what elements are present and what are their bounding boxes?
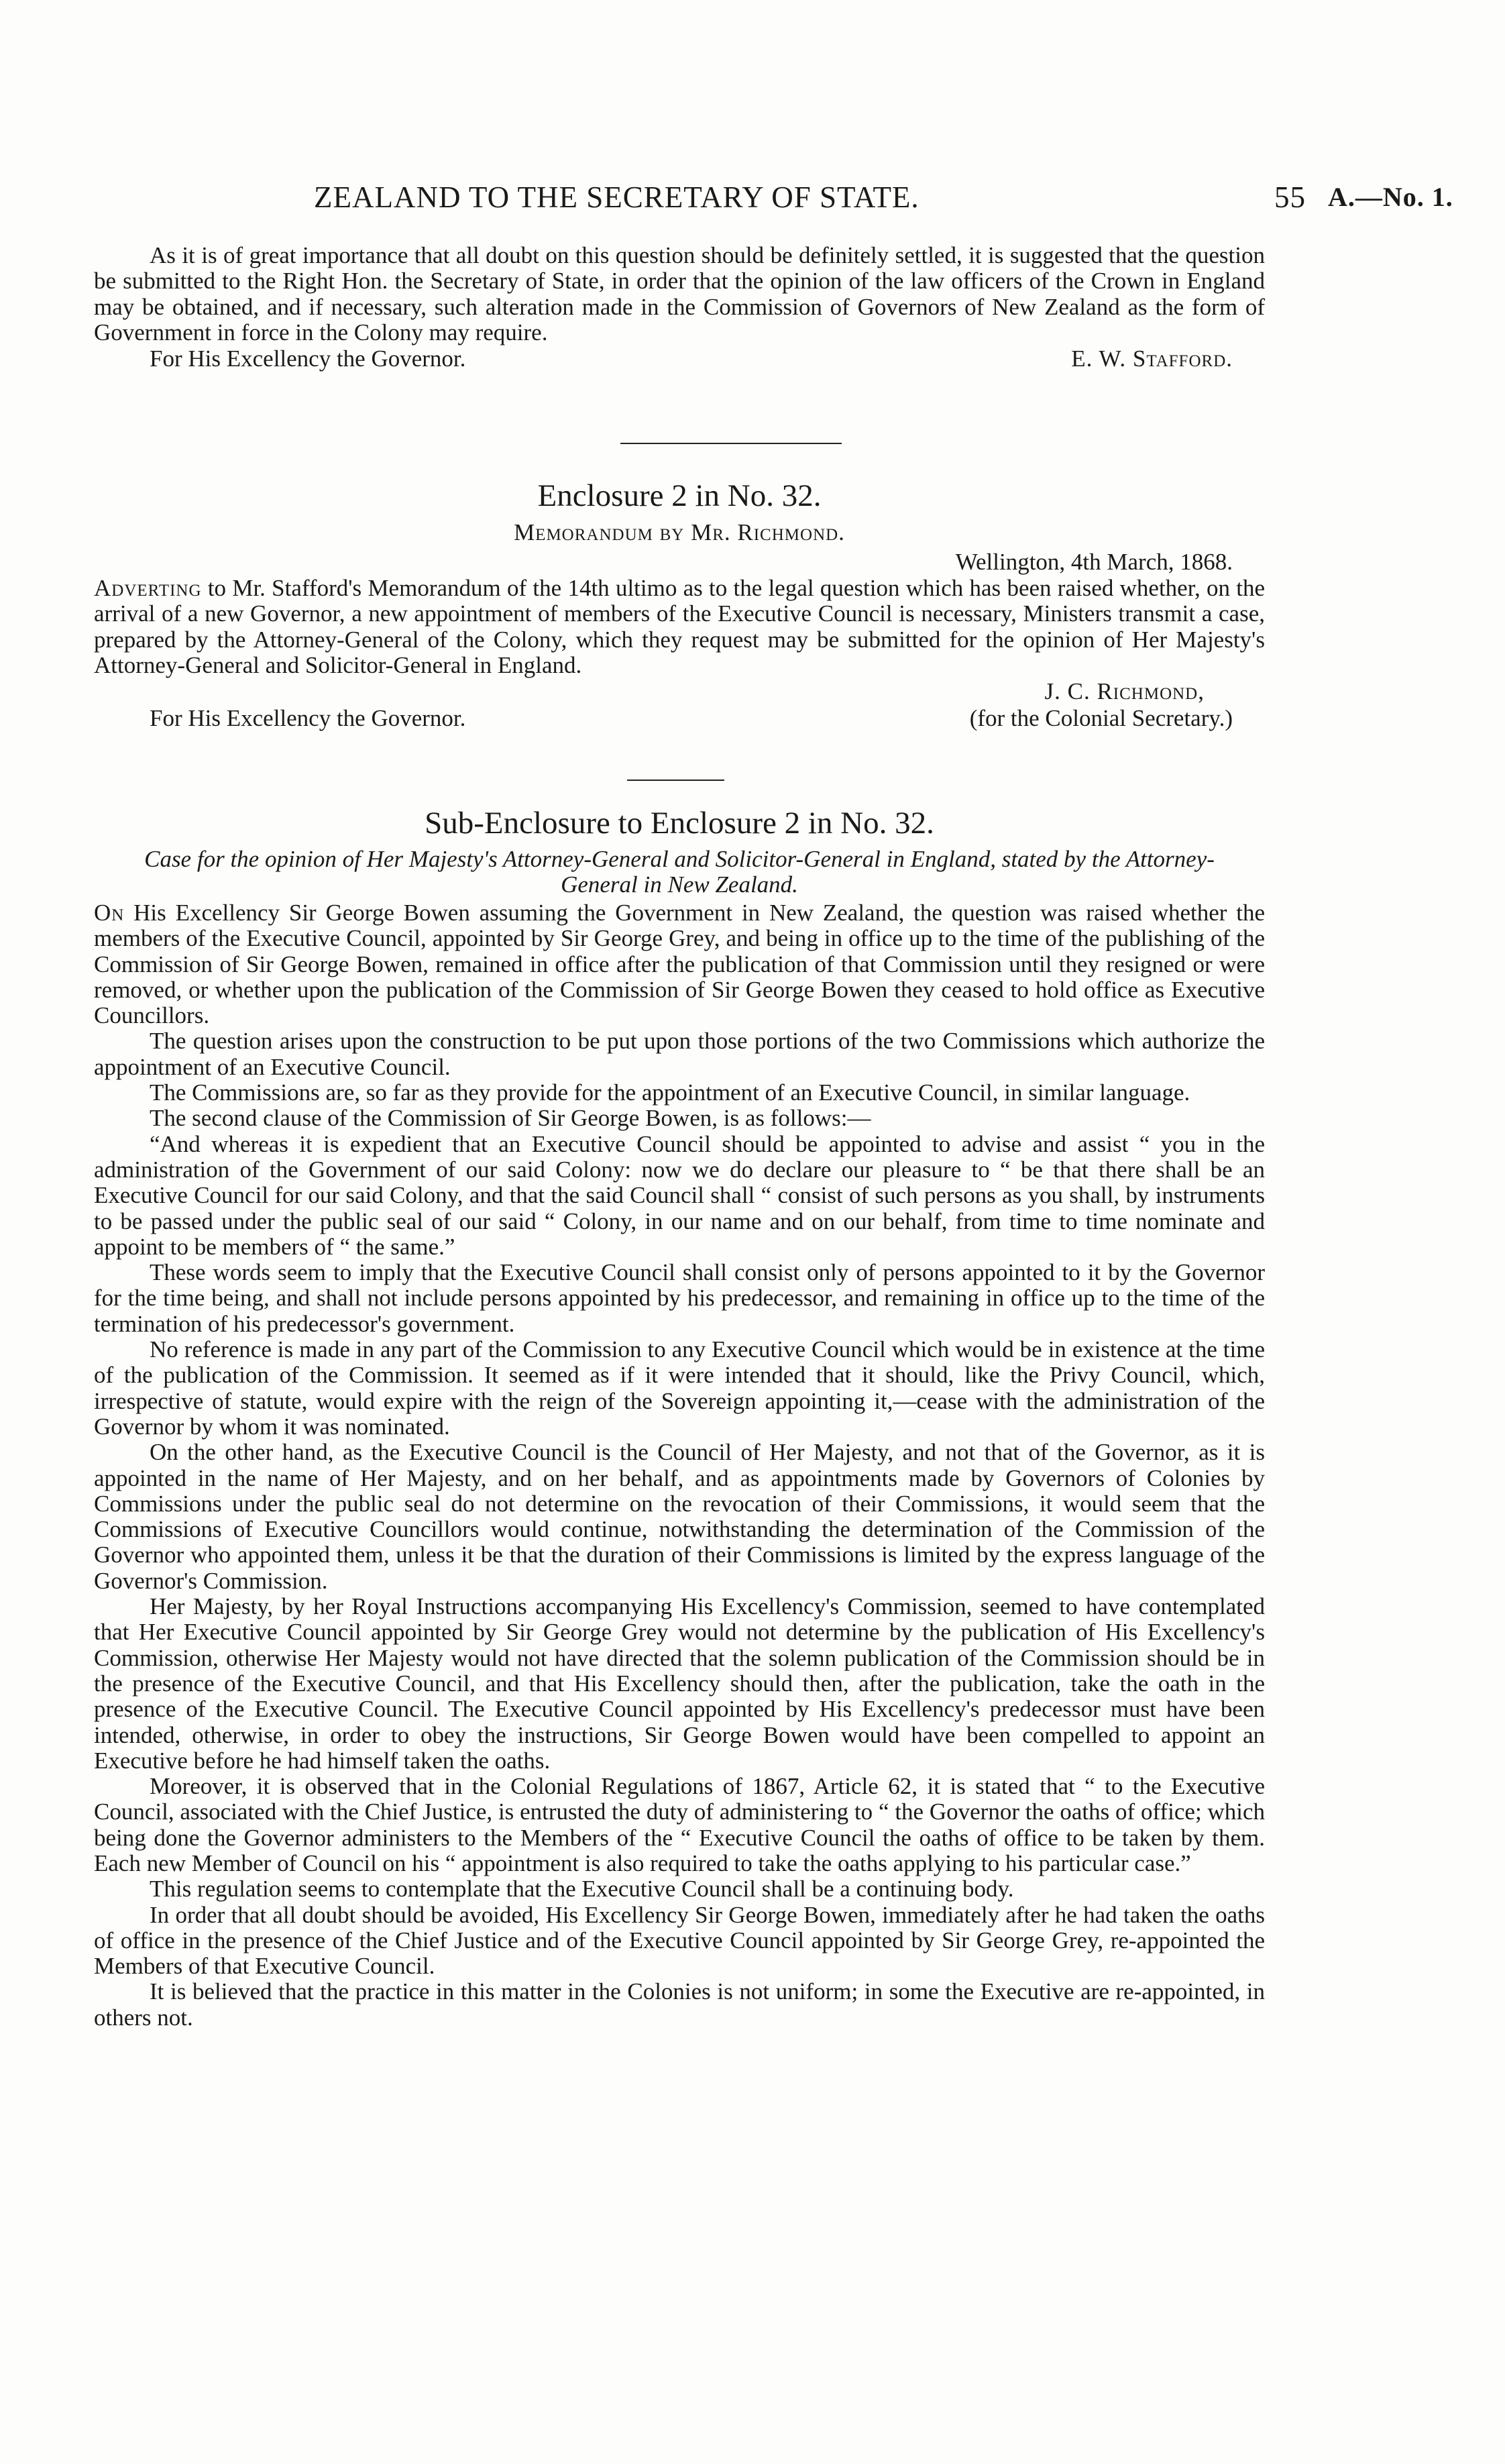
section-divider [627,780,724,781]
paragraph: No reference is made in any part of the Commission to any Executive Council which would be in existence at the time of the publication of the Commission. It seemed as if it were intended that it should, like the Privy Council, which, irrespective of statute, would expire with the reign of the Sovereign appointing it,—cease with the administration of the Governor by whom it was nominated. [94,1336,1265,1440]
document-reference: A.—No. 1. [1328,182,1453,212]
enclosure-heading: Enclosure 2 in No. 32. [537,478,822,513]
paragraph: The second clause of the Commission of Sir George Bowen, is as follows:— [150,1105,871,1132]
place-date: Wellington, 4th March, 1868. [955,549,1233,575]
paragraph [94,900,1265,1028]
sub-enclosure [94,805,1265,2031]
paragraph: The Commissions are, so far as they provide for the appointment of an Executive Council, in similar language. [150,1079,1190,1106]
signature-role: (for the Colonial Secretary.) [969,705,1233,732]
section-divider [620,443,842,444]
paragraph: Her Majesty, by her Royal Instructions accompanying His Excellency's Commission, seemed to have contemplated that Her Executive Council appointed by Sir George Grey would not determine by the publication of His Excellency's Commission, otherwise Her Majesty would not have directed that the solemn publication of the Commission should be in the presence of the Executive Council, and that His Excellency should then, after the publication, take the oath in the presence of the Executive Council. The Executive Council appointed by His Excellency's predecessor must have been intended, otherwise, in order to obey the instructions, Sir George Bowen would have been compelled to appoint an Executive before he had himself taken the oaths. [94,1593,1265,1774]
sub-enclosure-heading: Sub-Enclosure to Enclosure 2 in No. 32. [425,806,934,841]
enclosure-signature-row [94,705,1265,732]
page-number: 55 [1274,180,1306,214]
paragraph: On the other hand, as the Executive Council is the Council of Her Majesty, and not that of the Governor, as it is appointed in the name of Her Majesty, and on her behalf, and as appointments made by Governors of Colonies by Commissions under the public seal do not determine on the revocation of their Commissions, it would seem that the Commissions of Executive Councillors would continue, notwithstanding the determination of the Commission of the Governor who appointed them, unless it be that the duration of their Commissions is limited by the express language of the Governor's Commission. [94,1439,1265,1594]
addressee: For His Excellency the Governor. [150,705,466,732]
paragraph: It is believed that the practice in this matter in the Colonies is not uniform; in some the Executive are re-appointed, in others not. [94,1978,1265,2031]
paragraph: In order that all doubt should be avoided, His Excellency Sir George Bowen, immediately after he had taken the oaths of office in the presence of the Chief Justice and of the Executive Council appointed by Sir George Grey, re-appointed the Members of that Executive Council. [94,1901,1265,1980]
enclosure-2 [94,478,1265,732]
page-header [0,180,1505,220]
running-title: ZEALAND TO THE SECRETARY OF STATE. [314,180,919,214]
paragraph: This regulation seems to contemplate that the Executive Council shall be a continuing body. [150,1876,1014,1903]
paragraph: The question arises upon the construction to be put upon those portions of the two Commissions which authorize the appointment of an Executive Council. [94,1028,1265,1080]
enclosure-paragraph-text: to Mr. Stafford's Memorandum of the 14th ultimo as to the legal question which has been raised whether, on the arrival of a new Governor, a new appointment of members of the Executive Council is necessary, Ministers transmit a case, prepared by the Attorney-General of the Colony, which they request may be submitted for the opinion of Her Majesty's Attorney-General and Solicitor-General in England. [94,575,1266,678]
memo-title: Memorandum by Mr. Richmond. [514,519,845,545]
signature: E. W. Stafford. [1071,345,1233,372]
case-title: Case for the opinion of Her Majesty's Attorney-General and Solicitor-General in England, stated by the Attorney-General in New Zealand. [144,846,1215,898]
lead-word: Adverting [94,575,202,601]
quotation: “And whereas it is expedient that an Executive Council should be appointed to advise and assist “ you in the administration of the Government of our said Colony: now we do declare our pleasure to “ be that there shall be an Executive Council for our said Colony, and that the said Council shall “ consist of such persons as you shall, by instruments to be passed under the public seal of our said “ Colony, in our name and on our behalf, from time to time nominate and appoint to be members of “ the same.” [94,1130,1265,1260]
memo-signature-row [94,345,1265,372]
paragraph: These words seem to imply that the Executive Council shall consist only of persons appointed to it by the Governor for the time being, and shall not include persons appointed by his predecessor, and remaining in office up to the time of the termination of his predecessor's government. [94,1259,1265,1337]
addressee: For His Excellency the Governor. [150,345,466,372]
paragraph: Moreover, it is observed that in the Colonial Regulations of 1867, Article 62, it is stated that “ to the Executive Council, associated with the Chief Justice, is entrusted the duty of administering to “ the Governor the oaths of office; which being done the Governor administers to the Members of the “ Executive Council the oaths of office to be taken by them. Each new Member of Council on his “ appointment is also required to take the oaths applying to his particular case.” [94,1773,1265,1876]
lead-word: On [94,900,125,926]
paragraph-text: His Excellency Sir George Bowen assuming the Government in New Zealand, the question was raised whether the members of the Executive Council, appointed by Sir George Grey, and being in office up to the time of the publishing of the Commission of Sir George Bowen, remained in office after the publication of that Commission until they resigned or were removed, or whether upon the publication of the Commission of Sir George Bowen they ceased to hold office as Executive Councillors. [94,900,1265,1029]
memo-stafford [94,243,1265,372]
enclosure-paragraph [94,576,1265,678]
signature: J. C. Richmond, [1044,678,1205,705]
memo-paragraph: As it is of great importance that all doubt on this question should be definitely settled, it is suggested that the question be submitted to the Right Hon. the Secretary of State, in order that the opinion of the law officers of the Crown in England may be obtained, and if necessary, such alteration made in the Commission of Governors of New Zealand as the form of Government in force in the Colony may require. [94,242,1265,345]
